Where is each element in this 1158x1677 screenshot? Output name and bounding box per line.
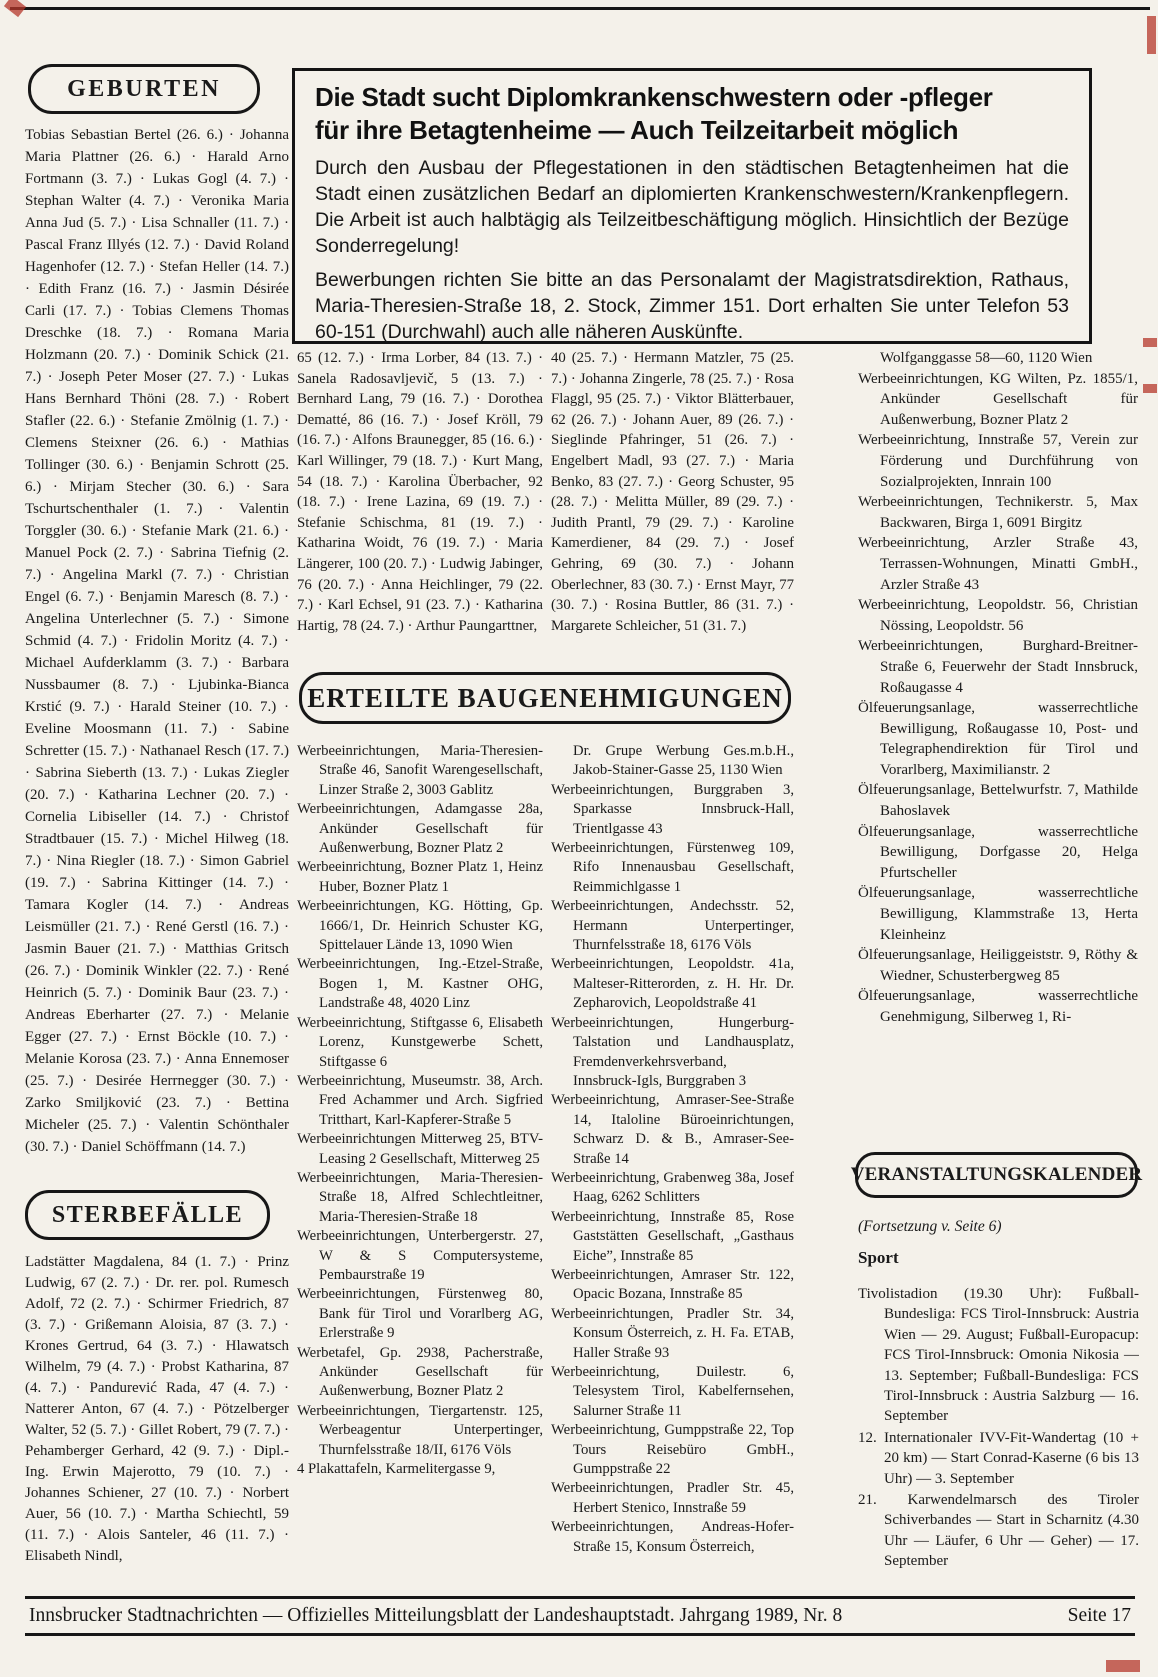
permits-list-col-a bbox=[297, 742, 543, 1588]
permits-section-header bbox=[299, 672, 791, 724]
job-announcement-box bbox=[292, 68, 1092, 344]
scan-artifact bbox=[4, 0, 26, 17]
deaths-list-col2: 65 (12. 7.) · Irma Lorber, 84 (13. 7.) · Sanela Radosavljevič, 5 (13. 7.) · Bernhard Lang, 79 (16. 7.) · Dorothea Dematté, 86 (16. 7.) · Josef Kröll, 79 (16. 7.) · Alfons Braunegger, 85 (16. 6.) · Karl Willinger, 79 (18. 7.) · Kurt Mang, 54 (18. 7.) · Karolina Überbacher, 92 (18. 7.) · Irene Lazina, 69 (19. 7.) · Stefanie Schischma, 81 (19. 7.) · Katharina Woidt, 76 (19. 7.) · Maria Längerer, 100 (20. 7.) · Ludwig Jabinger, 76 (20. 7.) · Anna Heichlinger, 79 (22. 7.) · Karl Echsel, 91 (23. 7.) · Katharina Hartig, 78 (24. 7.) · Arthur Paungarttner, bbox=[297, 350, 543, 634]
births-list: Tobias Sebastian Bertel (26. 6.) · Johanna Maria Plattner (26. 6.) · Harald Arno Fortmann (3. 7.) · Lukas Gogl (4. 7.) · Stephan Walter (4. 7.) · Veronika Maria Anna Jud (5. 7.) · Lisa Schnaller (11. 7.) · Pascal Franz Illyés (12. 7.) · David Roland Hagenhofer (12. 7.) · Stefan Heller (14. 7.) · Edith Franz (16. 7.) · Jasmin Désirée Carli (17. 7.) · Tobias Clemens Thomas Dreschke (18. 7.) · Romana Maria Holzmann (20. 7.) · Dominik Schick (21. 7.) · Joseph Peter Moser (27. 7.) · Lukas Hans Bernhard Thöni (28. 7.) · Robert Stafler (22. 6.) · Stefanie Zmölnig (1. 7.) · Clemens Steixner (26. 6.) · Mathias Tollinger (30. 6.) · Benjamin Schrott (25. 6.) · Mirjam Stecher (30. 6.) · Sara Tschurtschenthaler (1. 7.) · Valentin Torggler (30. 6.) · Stefanie Mark (21. 6.) · Manuel Pock (2. 7.) · Sabrina Tiefnig (2. 7.) · Angelina Markl (7. 7.) · Christian Engel (6. 7.) · Benjamin Maresch (8. 7.) · Angelina Unterlechner (5. 7.) · Simone Schmid (4. 7.) · Fridolin Moritz (4. 7.) · Michael Aufderklamm (3. 7.) · Barbara Nussbaumer (8. 7.) · Ljubinka-Bianca Krstić (9. 7.) · Harald Steiner (10. 7.) · Eveline Moosmann (11. 7.) · Sabine Schretter (15. 7.) · Nathanael Resch (17. 7.) · Sabrina Sieberth (13. 7.) · Lukas Ziegler (20. 7.) · Katharina Lechner (20. 7.) · Cornelia Libiseller (14. 7.) · Christof Stradtbauer (15. 7.) · Michel Hilweg (18. 7.) · Nina Riegler (18. 7.) · Simon Gabriel (19. 7.) · Sabrina Kittinger (14. 7.) · Tamara Kogler (14. 7.) · Andreas Leismüller (21. 7.) · René Gerstl (16. 7.) · Jasmin Bauer (21. 7.) · Matthias Gritsch (26. 7.) · Dominik Winkler (22. 7.) · René Heinrich (5. 7.) · Dominik Baur (23. 7.) · Andreas Eberharter (27. 7.) · Melanie Egger (27. 7.) · Ernst Böckle (10. 7.) · Melanie Korosa (23. 7.) · Anna Ennemoser (25. 7.) · Desirée Herrnegger (30. 7.) · Zarko Smiljković (23. 7.) · Bettina Micheler (25. 7.) · Valentin Schönthaler (30. 7.) · Daniel Schöffmann (14. 7.) bbox=[25, 127, 289, 1155]
job-announcement-paragraph-2: Bewerbungen richten Sie bitte an das Personalamt der Magistratsdirektion, Rathaus, Maria-Theresien-Straße 18, 2. Stock, Zimmer 151. Dort erhalten Sie unter Telefon 53 60-151 (Durchwahl) auch alle näheren Auskünfte. bbox=[315, 269, 1069, 343]
deaths-list-col1: Ladstätter Magdalena, 84 (1. 7.) · Prinz Ludwig, 67 (2. 7.) · Dr. rer. pol. Rumesch Adolf, 72 (2. 7.) · Schirmer Friedrich, 87 (3. 7.) · Grißemann Aloisia, 87 (3. 7.) · Krones Gertrud, 64 (3. 7.) · Hlawatsch Wilhelm, 79 (4. 7.) · Probst Katharina, 87 (4. 7.) · Pandurević Rada, 47 (4. 7.) · Natterer Anton, 67 (4. 7.) · Pötzelberger Walter, 52 (5. 7.) · Gillet Robert, 79 (7. 7.) · Pehamberger Gerhard, 42 (9. 7.) · Dipl.-Ing. Erwin Majerotto, 79 (10. 7.) · Johannes Schiener, 27 (10. 7.) · Norbert Auer, 56 (10. 7.) · Martha Schiechtl, 59 (11. 7.) · Alois Santeler, 46 (11. 7.) · Elisabeth Nindl, bbox=[25, 1254, 289, 1564]
events-list: Tivolistadion (19.30 Uhr): Fußball-Bundesliga: FCS Tirol-Innsbruck: Austria Wien — 29. August; Fußball-Europacup: FCS Tirol-Innsbruck: Omonia Nikosia — 13. September; Fußball-Bundesliga: FCS Tirol-Innsbruck : Austria Salzburg — 16. September 12. Internationaler IVV-Fit-Wandertag (10 + 20 km) — Start Conrad-Kaserne (6 bis 13 Uhr) — 3. September 21. Karwendelmarsch des Tiroler Schiverbandes — Start in Scharnitz (4.30 Uhr — Läufer, 6 Uhr — Geher) — 17. September bbox=[858, 1286, 1139, 1570]
scan-artifact bbox=[1106, 1660, 1140, 1672]
events-section-header bbox=[850, 1152, 1143, 1198]
scan-artifact bbox=[1143, 338, 1157, 347]
permits-list-col-b bbox=[551, 742, 794, 1588]
permits-list-col-right bbox=[858, 348, 1138, 1140]
permit-entries-b: Werbeeinrichtungen, Burggraben 3, Sparkasse Innsbruck-Hall, Trientlgasse 43 Werbeeinrichtungen, Fürstenweg 109, Rifo Innenausbau Gesellschaft, Reimmichlgasse 1 Werbeeinrichtungen, Andechsstr. 52, Hermann Unterpertinger, Thurnfelsstraße 18, 6176 Völs Werbeeinrichtungen, Leopoldstr. 41a, Malteser-Ritterorden, z. H. Hr. Dr. Zepharovich, Leopoldstraße 41 Werbeeinrichtungen, Hungerburg-Talstation und Landhausplatz, Fremdenverkehrsverband, Innsbruck-Igls, Burggraben 3 Werbeeinrichtung, Amraser-See-Straße 14, Italoline Büroeinrichtungen, Schwarz D. & B., Amraser-See-Straße 14 Werbeeinrichtung, Grabenweg 38a, Josef Haag, 6262 Schlitters Werbeeinrichtung, Innstraße 85, Rose Gaststätten Gesellschaft, „Gasthaus Eiche”, Innstraße 85 Werbeeinrichtungen, Amraser Str. 122, Opacic Bozana, Innstraße 85 Werbeeinrichtungen, Pradler Str. 34, Konsum Österreich, z. H. Fa. ETAB, Haller Straße 93 Werbeeinrichtung, Duilestr. 6, Telesystem Tirol, Kabelfernsehen, Salurner Straße 11 Werbeeinrichtung, Gumppstraße 22, Top Tours Reisebüro GmbH., Gumppstraße 22 Werbeeinrichtungen, Pradler Str. 45, Herbert Stenico, Innstraße 59 Werbeeinrichtungen, Andreas-Hofer-Straße 15, Konsum Österreich, bbox=[551, 781, 794, 1555]
footer-page-number: Seite 17 bbox=[1067, 1605, 1131, 1626]
events-header-label: VERANSTALTUNGSKALENDER bbox=[850, 1164, 1143, 1185]
permit-continuation-line: Dr. Grupe Werbung Ges.m.b.H., Jakob-Stainer-Gasse 25, 1130 Wien bbox=[573, 743, 794, 779]
scan-artifact bbox=[1147, 16, 1156, 54]
permit-continuation-line: Wolfganggasse 58—60, 1120 Wien bbox=[880, 350, 1093, 366]
permit-entries-right: Werbeeinrichtungen, KG Wilten, Pz. 1855/1, Ankünder Gesellschaft für Außenwerbung, Bozner Platz 2 Werbeeinrichtung, Innstraße 57, Verein zur Förderung und Durchführung von Sozialprojekten, Innrain 100 Werbeeinrichtungen, Technikerstr. 5, Max Backwaren, Birga 1, 6091 Birgitz Werbeeinrichtung, Arzler Straße 43, Terrassen-Wohnungen, Minatti GmbH., Arzler Straße 43 Werbeeinrichtung, Leopoldstr. 56, Christian Nössing, Leopoldstr. 56 Werbeeinrichtungen, Burghard-Breitner-Straße 6, Feuerwehr der Stadt Innsbruck, Roßaugasse 4 Ölfeuerungsanlage, wasserrechtliche Bewilligung, Roßaugasse 10, Post- und Telegraphendirektion für Tirol und Vorarlberg, Maximilianstr. 2 Ölfeuerungsanlage, Bettelwurfstr. 7, Mathilde Bahoslavek Ölfeuerungsanlage, wasserrechtliche Bewilligung, Dorfgasse 20, Helga Pfurtscheller Ölfeuerungsanlage, wasserrechtliche Bewilligung, Klammstraße 13, Herta Kleinheinz Ölfeuerungsanlage, Heiliggeiststr. 9, Röthy & Wiedner, Schusterbergweg 85 Ölfeuerungsanlage, wasserrechtliche Genehmigung, Silberweg 1, Ri- bbox=[858, 370, 1138, 1025]
deaths-section-header bbox=[25, 1190, 270, 1240]
permit-entries-a: Werbeeinrichtungen, Maria-Theresien-Straße 46, Sanofit Warengesellschaft, Linzer Straße 2, 3003 Gablitz Werbeeinrichtungen, Adamgasse 28a, Ankünder Gesellschaft für Außenwerbung, Bozner Platz 2 Werbeeinrichtung, Bozner Platz 1, Heinz Huber, Bozner Platz 1 Werbeeinrichtungen, KG. Hötting, Gp. 1666/1, Dr. Heinrich Schuster KG, Spittelauer Lände 13, 1090 Wien Werbeeinrichtungen, Ing.-Etzel-Straße, Bogen 1, M. Kastner OHG, Landstraße 48, 4020 Linz Werbeeinrichtung, Stiftgasse 6, Elisabeth Lorenz, Kunstgewerbe Schett, Stiftgasse 6 Werbeeinrichtung, Museumstr. 38, Arch. Fred Achammer und Arch. Sigfried Tritthart, Karl-Kapferer-Straße 5 Werbeeinrichtungen Mitterweg 25, BTV-Leasing 2 Gesellschaft, Mitterweg 25 Werbeeinrichtungen, Maria-Theresien-Straße 18, Alfred Schlechtleitner, Maria-Theresien-Straße 18 Werbeeinrichtungen, Unterbergerstr. 27, W & S Computersysteme, Pembaurstraße 19 Werbeeinrichtungen, Fürstenweg 80, Bank für Tirol und Vorarlberg AG, Erlerstraße 9 Werbetafel, Gp. 2938, Pacherstraße, Ankünder Gesellschaft für Außenwerbung, Bozner Platz 2 Werbeeinrichtungen, Tiergartenstr. 125, Werbeagentur Unterpertinger, Thurnfelsstraße 18/II, 6176 Völs 4 Plakattafeln, Karmelitergasse 9, bbox=[297, 743, 543, 1478]
job-announcement-title: Die Stadt sucht Diplomkrankenschwestern oder -pfleger für ihre Betagtenheime — Auch Teilzeitarbeit möglich bbox=[315, 82, 993, 145]
deaths-header-label: STERBEFÄLLE bbox=[51, 1201, 244, 1228]
deaths-list-col3: 40 (25. 7.) · Hermann Matzler, 75 (25. 7.) · Johanna Zingerle, 78 (25. 7.) · Rosa Flaggl, 95 (25. 7.) · Viktor Blätterbauer, 62 (26. 7.) · Johann Auer, 89 (26. 7.) · Sieglinde Pfahringer, 51 (26. 7.) · Engelbert Madl, 93 (27. 7.) · Maria Benko, 83 (27. 7.) · Georg Schuster, 95 (28. 7.) · Melitta Müller, 89 (29. 7.) · Judith Prantl, 79 (29. 7.) · Karoline Kamerdiener, 84 (29. 7.) · Josef Gehring, 69 (30. 7.) · Johann Oberlechner, 83 (30. 7.) · Ernst Mayr, 77 (30. 7.) · Rosina Buttler, 86 (31. 7.) · Margarete Schleicher, 51 (31. 7.) bbox=[551, 350, 794, 634]
page-footer bbox=[25, 1596, 1135, 1636]
events-subsection-title: Sport bbox=[858, 1248, 899, 1267]
top-rule bbox=[10, 7, 1150, 10]
births-section-header bbox=[28, 64, 260, 114]
job-announcement-paragraph-1: Durch den Ausbau der Pflegestationen in den städtischen Betagtenheimen hat die Stadt einen zusätzlichen Bedarf an diplomierten Krankenschwestern/Krankenpflegern. Die Arbeit ist auch halbtägig als Teilzeitbeschäftigung möglich. Hinsichtlich der Bezüge Sonderregelung! bbox=[315, 157, 1069, 257]
scan-artifact bbox=[1143, 384, 1157, 393]
footer-publication-info: Innsbrucker Stadtnachrichten — Offizielles Mitteilungsblatt der Landeshauptstadt. Jahrgang 1989, Nr. 8 bbox=[29, 1605, 843, 1626]
permits-header-label: ERTEILTE BAUGENEHMIGUNGEN bbox=[307, 682, 783, 713]
events-continuation-note: (Fortsetzung v. Seite 6) bbox=[858, 1218, 1002, 1235]
births-header-label: GEBURTEN bbox=[67, 75, 221, 102]
